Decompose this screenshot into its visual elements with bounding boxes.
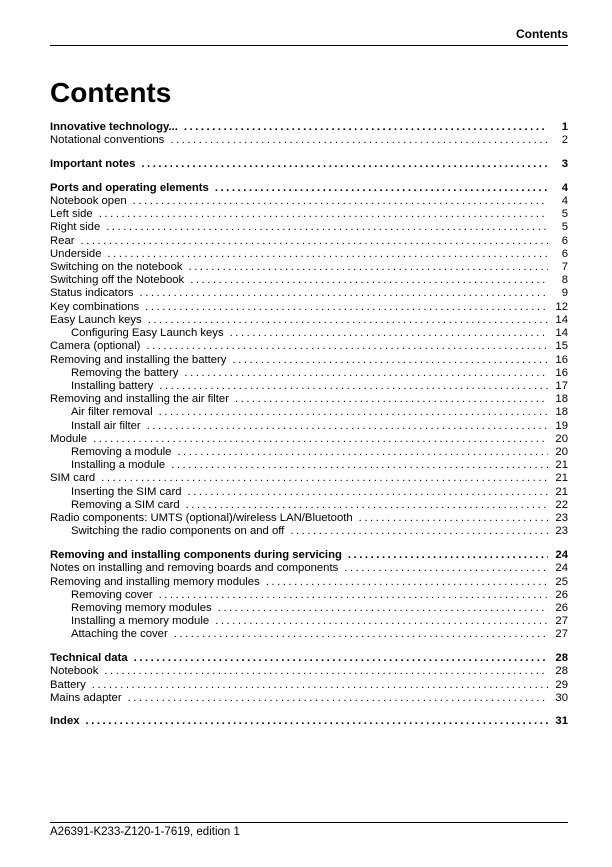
toc-section [50,121,568,147]
toc-entry[interactable] [50,459,568,472]
toc-page-number: 26 [555,601,568,614]
toc-page-number: 21 [555,472,568,485]
toc-entry-title: Switching on the notebook [50,260,183,273]
toc-dot-leader [146,340,548,353]
toc-dot-leader [230,327,548,340]
toc-entry-title: Removing and installing components during servicing [50,549,342,562]
toc-entry[interactable] [50,433,568,446]
toc-page-number: 28 [555,665,568,678]
toc-page-number: 14 [555,313,568,326]
toc-entry[interactable] [50,406,568,419]
toc-dot-leader [159,380,548,393]
toc-section [50,182,568,539]
toc-dot-leader [188,486,548,499]
toc-dot-leader [81,235,549,248]
toc-dot-leader [266,576,548,589]
toc-dot-leader [174,628,548,641]
toc-entry[interactable] [50,301,568,314]
toc-entry-title: Left side [50,208,93,221]
toc-page-number: 14 [555,327,568,340]
toc-chapter-entry[interactable] [50,549,568,562]
toc-entry-title: Battery [50,678,86,691]
toc-page-number: 19 [555,419,568,432]
toc-entry[interactable] [50,208,568,221]
toc-entry-title: Switching the radio components on and off [71,525,285,538]
footer-doc-id: A26391-K233-Z120-1-7619, edition 1 [50,826,240,838]
toc-entry-title: Removing a SIM card [71,498,180,511]
toc-entry[interactable] [50,261,568,274]
toc-chapter-entry[interactable] [50,715,568,728]
toc-entry-title: Removing a module [71,446,172,459]
toc-page-number: 12 [555,300,568,313]
toc-page-number: 4 [561,181,568,194]
page-title: Contents [50,77,172,108]
toc-dot-leader [290,525,548,538]
toc-dot-leader [140,287,548,300]
toc-page-number: 4 [561,194,568,207]
toc-entry[interactable] [50,692,568,705]
toc-entry[interactable] [50,274,568,287]
toc-entry[interactable] [50,367,568,380]
toc-entry-title: Technical data [50,652,128,665]
toc-page-number: 23 [555,512,568,525]
toc-chapter-entry[interactable] [50,158,568,171]
toc-page-number: 15 [555,340,568,353]
toc-dot-leader [106,221,548,234]
toc-entry[interactable] [50,235,568,248]
toc-dot-leader [190,274,548,287]
toc-entry-title: Rear [50,234,75,247]
toc-page-number: 21 [555,485,568,498]
toc-entry-title: Removing cover [71,588,153,601]
toc-dot-leader [159,406,548,419]
toc-dot-leader [171,459,548,472]
toc-entry[interactable] [50,446,568,459]
toc-entry[interactable] [50,665,568,678]
toc-page-number: 5 [561,221,568,234]
toc-entry[interactable] [50,287,568,300]
toc-dot-leader [232,354,548,367]
toc-entry[interactable] [50,354,568,367]
toc-dot-leader [184,121,548,134]
toc-entry[interactable] [50,679,568,692]
toc-entry[interactable] [50,486,568,499]
toc-entry-title: Camera (optional) [50,340,141,353]
toc-entry-title: Notebook [50,665,99,678]
toc-entry[interactable] [50,512,568,525]
toc-page-number: 30 [555,691,568,704]
toc-page-number: 22 [555,498,568,511]
toc-chapter-entry[interactable] [50,182,568,195]
toc-entry[interactable] [50,499,568,512]
toc-dot-leader [359,512,548,525]
toc-dot-leader [99,208,548,221]
toc-page-number: 2 [561,134,568,147]
toc-entry-title: Notational conventions [50,134,165,147]
toc-page-number: 16 [555,366,568,379]
toc-page-number: 18 [555,406,568,419]
toc-dot-leader [218,602,548,615]
toc-dot-leader [148,314,548,327]
toc-dot-leader [215,182,548,195]
toc-entry-title: Removing and installing memory modules [50,575,260,588]
toc-page-number: 1 [561,121,568,133]
toc-entry[interactable] [50,472,568,485]
toc-dot-leader [141,158,548,171]
toc-entry[interactable] [50,562,568,575]
toc-entry-title: Mains adapter [50,691,122,704]
toc-entry-title: Ports and operating elements [50,181,209,194]
toc-entry[interactable] [50,628,568,641]
toc-entry-title: Inserting the SIM card [71,485,182,498]
toc-section [50,652,568,705]
toc-dot-leader [147,420,548,433]
toc-entry[interactable] [50,327,568,340]
toc-page-number: 29 [555,678,568,691]
running-head: Contents [516,27,568,41]
toc-page-number: 17 [555,379,568,392]
toc-dot-leader [177,446,548,459]
toc-entry[interactable] [50,340,568,353]
table-of-contents [50,121,568,739]
toc-dot-leader [133,195,548,208]
toc-dot-leader [108,248,549,261]
toc-page-number: 21 [555,459,568,472]
toc-entry-title: Air filter removal [71,406,153,419]
toc-dot-leader [104,665,548,678]
toc-entry[interactable] [50,525,568,538]
toc-entry-title: Easy Launch keys [50,313,142,326]
toc-page-number: 26 [555,588,568,601]
toc-entry-title: Important notes [50,157,136,170]
toc-page-number: 27 [555,628,568,641]
toc-entry[interactable] [50,314,568,327]
toc-dot-leader [159,589,548,602]
toc-page-number: 28 [555,652,568,665]
toc-entry-title: SIM card [50,472,96,485]
toc-dot-leader [128,692,548,705]
toc-entry-title: Radio components: UMTS (optional)/wireless LAN/Bluetooth [50,512,353,525]
toc-page-number: 24 [555,549,568,562]
toc-entry-title: Notebook open [50,194,127,207]
toc-page-number: 3 [561,157,568,170]
toc-page-number: 6 [561,247,568,260]
toc-section [50,715,568,728]
toc-entry-title: Underside [50,247,102,260]
toc-dot-leader [86,715,548,728]
toc-dot-leader [92,679,548,692]
toc-section [50,158,568,171]
toc-entry[interactable] [50,195,568,208]
toc-dot-leader [186,499,548,512]
toc-page-number: 6 [561,234,568,247]
toc-dot-leader [189,261,548,274]
toc-entry-title: Switching off the Notebook [50,274,185,287]
toc-dot-leader [101,472,548,485]
footer-rule [50,822,568,823]
toc-dot-leader [215,615,548,628]
toc-entry-title: Attaching the cover [71,628,168,641]
toc-page-number: 24 [555,562,568,575]
toc-entry[interactable] [50,134,568,147]
toc-entry-title: Status indicators [50,287,134,300]
toc-entry[interactable] [50,393,568,406]
toc-dot-leader [145,301,548,314]
toc-entry-title: Installing a memory module [71,615,210,628]
toc-entry-title: Removing memory modules [71,601,212,614]
toc-entry-title: Installing a module [71,459,166,472]
toc-page-number: 5 [561,208,568,221]
toc-entry[interactable] [50,420,568,433]
toc-entry[interactable] [50,615,568,628]
toc-entry[interactable] [50,602,568,615]
toc-entry-title: Right side [50,221,101,234]
toc-chapter-entry[interactable] [50,121,568,134]
toc-page-number: 7 [561,260,568,273]
toc-dot-leader [344,562,548,575]
toc-entry[interactable] [50,576,568,589]
toc-page-number: 16 [555,353,568,366]
toc-entry-title: Removing and installing the air filter [50,393,229,406]
toc-entry[interactable] [50,380,568,393]
toc-dot-leader [348,549,548,562]
toc-dot-leader [170,134,548,147]
toc-chapter-entry[interactable] [50,652,568,665]
toc-dot-leader [134,652,548,665]
toc-entry-title: Removing the battery [71,366,179,379]
toc-dot-leader [93,433,548,446]
toc-page-number: 23 [555,525,568,538]
toc-entry-title: Configuring Easy Launch keys [71,327,224,340]
toc-page-number: 20 [555,432,568,445]
toc-entry-title: Install air filter [71,419,141,432]
toc-dot-leader [235,393,548,406]
toc-page-number: 31 [555,715,568,728]
toc-page-number: 18 [555,393,568,406]
toc-section [50,549,568,642]
toc-entry-title: Module [50,432,88,445]
toc-page-number: 8 [561,274,568,287]
toc-page-number: 20 [555,446,568,459]
toc-entry[interactable] [50,248,568,261]
toc-page-number: 27 [555,615,568,628]
toc-entry-title: Installing battery [71,379,154,392]
toc-entry-title: Index [50,715,80,728]
toc-entry-title: Notes on installing and removing boards and components [50,562,339,575]
toc-entry-title: Removing and installing the battery [50,353,227,366]
toc-entry-title: Key combinations [50,300,140,313]
header-rule [50,45,568,46]
toc-entry[interactable] [50,589,568,602]
toc-page-number: 9 [561,287,568,300]
toc-page-number: 25 [555,575,568,588]
toc-entry-title: Innovative technology... [50,121,178,133]
toc-entry[interactable] [50,221,568,234]
toc-dot-leader [184,367,548,380]
